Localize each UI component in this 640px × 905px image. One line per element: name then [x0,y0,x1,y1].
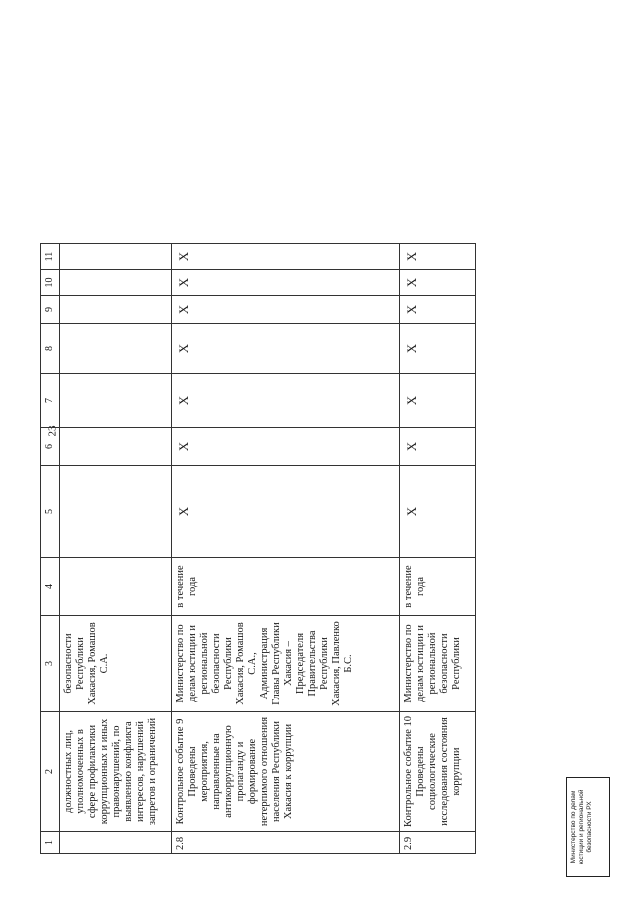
value-cell [60,324,172,374]
responsible-cell: Министерство по делам юстиции и региональной безопасности Республики [400,616,476,712]
event-cell: Контрольное событие 9 Проведены мероприятия, направленные на антикоррупционную пропаганду и формирование нетерпимого отношения населения Республики Хакасия к коррупции [172,712,400,832]
page-number: 23 [46,425,59,437]
value-cell: X [172,324,400,374]
value-cell: X [172,244,400,270]
value-cell [60,466,172,558]
value-cell: X [400,374,476,428]
responsible-cell: Министерство по делам юстиции и региональной безопасности Республики Хакасия, Ромашов С.А., Администрация Главы Республики Хакасия – Председателя Правительства Республики Хакасия, Павленко Б.С. [172,616,400,712]
header-cell: 3 [41,616,60,712]
table-row [172,244,400,854]
header-cell: 11 [41,244,60,270]
program-table [40,243,476,854]
row-number: 2.8 [172,832,400,854]
event-cell: Контрольное событие 10 Проведены социологические исследования состояния коррупции [400,712,476,832]
value-cell: X [400,466,476,558]
term-cell: в течение года [400,558,476,616]
value-cell: X [172,466,400,558]
term-cell [60,558,172,616]
value-cell [60,270,172,296]
table-row [400,244,476,854]
header-cell: 1 [41,832,60,854]
header-cell: 8 [41,324,60,374]
header-row [41,244,60,854]
value-cell: X [172,374,400,428]
value-cell: X [400,324,476,374]
event-cell: должностных лиц, уполномоченных в сфере профилактики коррупционных и иных правонарушений, по выявлению конфликта интересов, нарушений запретов и ограничений [60,712,172,832]
responsible-cell: безопасности Республики Хакасия, Ромашов С.А. [60,616,172,712]
row-number [60,832,172,854]
header-cell: 4 [41,558,60,616]
registration-stamp: Министерство по делам юстиции и региональной безопасности РХ [566,777,610,877]
value-cell [60,374,172,428]
value-cell: X [172,296,400,324]
row-number: 2.9 [400,832,476,854]
header-cell: 2 [41,712,60,832]
table-row [60,244,172,854]
value-cell [60,244,172,270]
value-cell: X [172,270,400,296]
header-cell: 6 [41,428,60,466]
header-cell: 5 [41,466,60,558]
header-cell: 10 [41,270,60,296]
value-cell: X [400,244,476,270]
value-cell [60,296,172,324]
header-cell: 9 [41,296,60,324]
term-cell: в течение года [172,558,400,616]
header-cell: 7 [41,374,60,428]
value-cell: X [400,296,476,324]
program-table-wrapper [40,244,528,854]
value-cell [60,428,172,466]
value-cell: X [400,428,476,466]
value-cell: X [400,270,476,296]
value-cell: X [172,428,400,466]
